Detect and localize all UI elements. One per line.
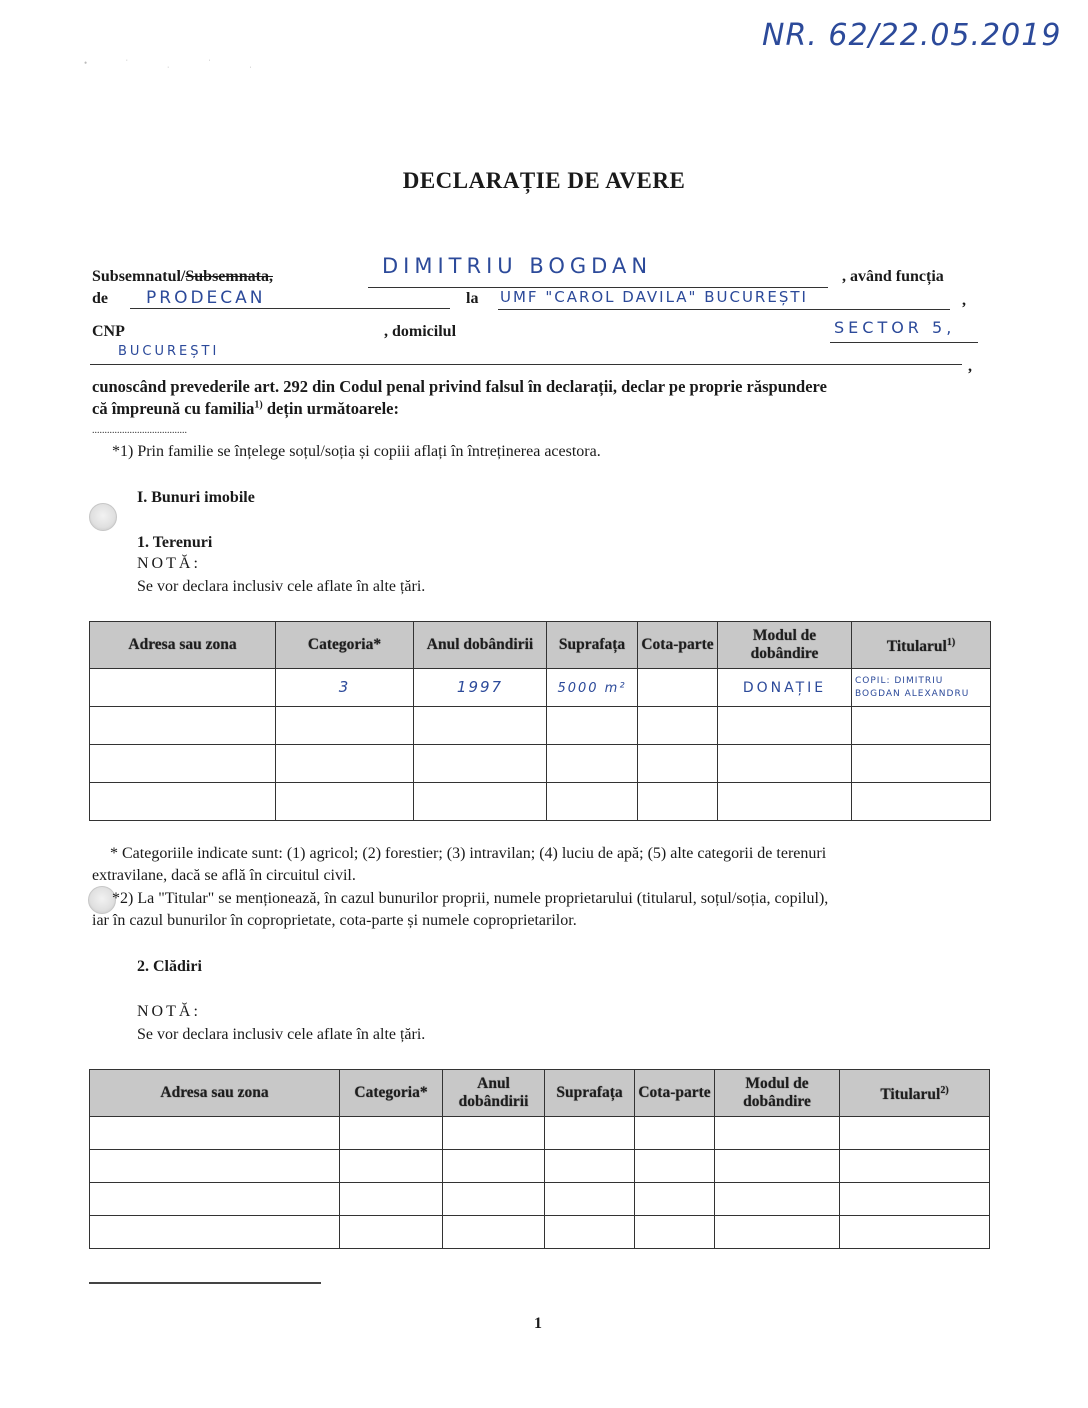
intro-line-2 (92, 399, 399, 419)
col-header-acquisition-mode: Modul de dobândire (718, 622, 852, 669)
footnote-rule (89, 1282, 321, 1284)
domicile-underline-1 (830, 342, 978, 343)
label-subsemnatul-text: Subsemnatul/ (92, 268, 186, 285)
cell-acquisition-mode[interactable] (718, 745, 852, 783)
cell-text: 5000 m² (557, 680, 627, 696)
label-subsemnata-struck: Subsemnata, (185, 268, 273, 285)
col-header-category: Categoria* (276, 622, 414, 669)
cell-share[interactable] (635, 1150, 715, 1183)
buildings-table-header-row (90, 1070, 990, 1117)
col-header-year: Anul dobândirii (443, 1070, 545, 1117)
nota-label-2: NOTĂ: (137, 1003, 201, 1020)
table-row (90, 783, 991, 821)
cell-surface[interactable] (547, 745, 638, 783)
cell-share[interactable] (635, 1117, 715, 1150)
footnote-ref-owner-2: 2) (940, 1084, 949, 1096)
cell-acquisition-mode[interactable] (715, 1117, 840, 1150)
cell-category[interactable] (340, 1216, 443, 1249)
nota-label-1: NOTĂ: (137, 555, 201, 572)
domicile-field-1[interactable]: SECTOR 5, (834, 318, 956, 337)
cell-acquisition-mode[interactable] (715, 1183, 840, 1216)
cell-text: 3 (338, 678, 351, 696)
cell-surface[interactable] (547, 669, 638, 707)
intro-line-2-post: dețin următoarele: (262, 399, 399, 418)
col-header-acquisition-mode: Modul de dobândire (715, 1070, 840, 1117)
cell-share[interactable] (638, 783, 718, 821)
scan-artifacts: • ˈ ˌ ˈ ˌ (84, 58, 271, 68)
label-subsemnatul (92, 268, 273, 286)
label-la: la (466, 290, 479, 307)
subheading-cladiri: 2. Clădiri (137, 958, 202, 975)
cell-address[interactable] (90, 745, 276, 783)
cell-year[interactable] (443, 1117, 545, 1150)
col-header-surface: Suprafața (547, 622, 638, 669)
cell-category[interactable] (276, 707, 414, 745)
table-row (90, 669, 991, 707)
label-domiciliul: , domicilul (384, 323, 457, 340)
cell-category[interactable] (276, 669, 414, 707)
col-header-owner-text: Titularul (880, 1086, 941, 1104)
cell-acquisition-mode[interactable] (715, 1150, 840, 1183)
intro-line-1: cunoscând prevederile art. 292 din Codul penal privind falsul în declarații, declar pe proprie răspundere (92, 377, 827, 396)
nota-text-2: Se vor declara inclusiv cele aflate în alte țări. (137, 1026, 426, 1043)
col-header-address: Adresa sau zona (90, 622, 276, 669)
footnote-separator: ...................................... (92, 425, 187, 436)
cell-owner[interactable] (852, 707, 991, 745)
punch-hole-mark (89, 503, 117, 531)
section-heading-bunuri-imobile: I. Bunuri imobile (137, 489, 255, 506)
registration-number: NR. 62/22.05.2019 (762, 18, 1062, 53)
cell-share[interactable] (635, 1216, 715, 1249)
cell-category[interactable] (340, 1117, 443, 1150)
declarant-name-field[interactable]: DIMITRIU BOGDAN (382, 254, 653, 278)
cnp-field[interactable] (140, 320, 370, 342)
cell-share[interactable] (638, 707, 718, 745)
col-header-share: Cota-parte (638, 622, 718, 669)
table-row (90, 745, 991, 783)
cell-surface[interactable] (547, 707, 638, 745)
cell-category[interactable] (340, 1150, 443, 1183)
cell-address[interactable] (90, 1117, 340, 1150)
cell-owner[interactable] (840, 1183, 990, 1216)
cell-surface[interactable] (545, 1150, 635, 1183)
col-header-owner-text: Titularul (886, 638, 947, 656)
buildings-table (89, 1069, 990, 1249)
col-header-owner (852, 622, 991, 669)
cell-year[interactable] (443, 1150, 545, 1183)
cell-year[interactable] (414, 669, 547, 707)
cell-address[interactable] (90, 1150, 340, 1183)
cell-category[interactable] (276, 783, 414, 821)
footnote-family: *1) Prin familie se înțelege soțul/soția și copiii aflați în întreținerea acestora. (112, 443, 601, 460)
footnote-categories-line-1: * Categoriile indicate sunt: (1) agricol; (2) forestier; (3) intravilan; (4) luciu de apă; (5) alte categorii de terenuri (110, 845, 827, 862)
cell-text: 1997 (456, 678, 504, 696)
label-cnp: CNP (92, 323, 125, 340)
footnote-ref-owner-1: 1) (946, 636, 956, 648)
land-table (89, 621, 991, 821)
domicile-underline-2 (90, 364, 962, 365)
cell-year[interactable] (414, 783, 547, 821)
cell-share[interactable] (638, 669, 718, 707)
cell-category[interactable] (276, 745, 414, 783)
cell-address[interactable] (90, 1216, 340, 1249)
comma-2: , (968, 358, 972, 375)
col-header-address: Adresa sau zona (90, 1070, 340, 1117)
institution-underline (498, 309, 950, 310)
cell-surface[interactable] (545, 1117, 635, 1150)
document-title: DECLARAȚIE DE AVERE (402, 168, 686, 193)
subheading-terenuri: 1. Terenuri (137, 534, 213, 551)
cell-acquisition-mode[interactable] (718, 707, 852, 745)
col-header-category: Categoria* (340, 1070, 443, 1117)
footnote-ref-1: 1) (254, 399, 263, 411)
cell-category[interactable] (340, 1183, 443, 1216)
cell-address[interactable] (90, 783, 276, 821)
cell-year[interactable] (443, 1216, 545, 1249)
function-field[interactable]: PRODECAN (146, 288, 266, 308)
col-header-owner (840, 1070, 990, 1117)
footnote-titular-line-2: iar în cazul bunurilor în coproprietate, cota-parte și numele coproprietarilor. (92, 912, 577, 929)
comma-1: , (962, 292, 966, 309)
footnote-titular-line-1: *2) La "Titular" se menționează, în cazul bunurilor proprii, numele proprietarului (titularul, soțul/soția, copilul), (112, 890, 829, 907)
cell-address[interactable] (90, 669, 276, 707)
function-underline (130, 308, 450, 309)
cell-year[interactable] (414, 707, 547, 745)
cell-owner[interactable] (840, 1117, 990, 1150)
cell-owner[interactable] (840, 1150, 990, 1183)
cell-owner[interactable] (852, 745, 991, 783)
table-row (90, 707, 991, 745)
label-avand-functia: , având funcția (842, 268, 944, 285)
intro-line-2-pre: că împreună cu familia (92, 399, 255, 418)
cell-share[interactable] (638, 745, 718, 783)
cell-owner[interactable] (852, 783, 991, 821)
cell-acquisition-mode[interactable] (715, 1216, 840, 1249)
col-header-surface: Suprafața (545, 1070, 635, 1117)
cell-share[interactable] (635, 1183, 715, 1216)
table-row (90, 1150, 990, 1183)
table-row (90, 1216, 990, 1249)
land-table-header-row (90, 622, 991, 669)
col-header-year: Anul dobândirii (414, 622, 547, 669)
cell-surface[interactable] (545, 1216, 635, 1249)
table-row (90, 1117, 990, 1150)
cell-address[interactable] (90, 707, 276, 745)
label-de: de (92, 290, 108, 307)
domicile-field-2[interactable]: BUCUREȘTI (118, 344, 220, 359)
cell-owner[interactable] (852, 669, 991, 707)
col-header-share: Cota-parte (635, 1070, 715, 1117)
table-row (90, 1183, 990, 1216)
page-number: 1 (534, 1315, 542, 1332)
cell-acquisition-mode[interactable] (718, 669, 852, 707)
footnote-categories-line-2: extravilane, dacă se află în circuitul civil. (92, 867, 356, 884)
institution-field[interactable]: UMF "CAROL DAVILA" BUCUREȘTI (500, 288, 808, 306)
cell-owner[interactable] (840, 1216, 990, 1249)
cell-address[interactable] (90, 1183, 340, 1216)
cell-surface[interactable] (545, 1183, 635, 1216)
cell-acquisition-mode[interactable] (718, 783, 852, 821)
cell-text: COPIL: DIMITRIU BOGDAN ALEXANDRU (855, 675, 970, 699)
cell-year[interactable] (443, 1183, 545, 1216)
cell-text: DONAȚIE (742, 679, 827, 696)
cell-surface[interactable] (547, 783, 638, 821)
cell-year[interactable] (414, 745, 547, 783)
nota-text-1: Se vor declara inclusiv cele aflate în alte țări. (137, 578, 426, 595)
